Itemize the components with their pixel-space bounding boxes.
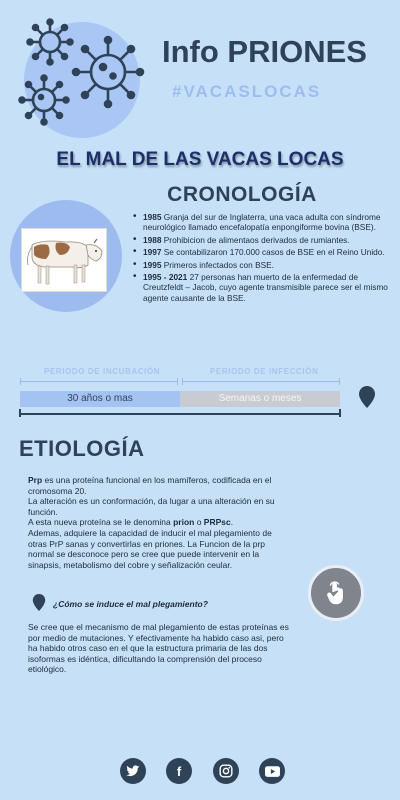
axis-tick bbox=[19, 409, 21, 417]
location-pin-icon bbox=[358, 385, 376, 409]
etiologia-title: ETIOLOGÍA bbox=[19, 436, 145, 461]
bracket-tick bbox=[182, 378, 183, 385]
infection-label: PERIODO DE INFECCIÓN bbox=[210, 367, 319, 376]
cronologia-list bbox=[130, 212, 398, 305]
timeline-item: • 1988 Prohibicion de alimentaos derivados de rumiantes. bbox=[130, 235, 398, 245]
timeline-item: • 1995 - 2021 27 personas han muerto de la enfermedad de Creutzfeldt – Jacob, cuyo agente transmisible parece ser el mismo agente causante de la BSE. bbox=[130, 272, 398, 303]
question-text: ¿Cómo se induce el mal plegamiento? bbox=[53, 599, 208, 609]
cronologia-title: CRONOLOGÍA bbox=[167, 183, 317, 206]
instagram-icon bbox=[219, 764, 233, 778]
timeline-axis bbox=[20, 413, 340, 415]
infection-segment: Semanas o meses bbox=[180, 391, 340, 407]
incubation-segment: 30 años o mas bbox=[20, 391, 180, 407]
instagram-button[interactable] bbox=[213, 758, 239, 784]
main-title: EL MAL DE LAS VACAS LOCAS bbox=[56, 149, 344, 170]
answer-text: Se cree que el mecanismo de mal plegamiento de estas proteínas es por medio de mutaciones. Y efectivamente ha habido caso asi, pero ha habido otros caso en el que la estructura primaria de las dos isoformas es idéntica, dificultando la comprensión del proceso etiológico. bbox=[28, 622, 289, 675]
facebook-icon: f bbox=[176, 763, 182, 779]
timeline-item: • 1985 Granja del sur de Inglaterra, una vaca adulta con síndrome neurológico llamado encefalopatía enpongiforme bovina (BSE). bbox=[130, 212, 398, 233]
touch-button[interactable] bbox=[308, 565, 364, 621]
hashtag: #VACASLOCAS bbox=[172, 82, 322, 101]
etiologia-text: Prp es una proteína funcional en los mamíferos, codificada en el cromosoma 20. La alteración es un conformación, da lugar a una alteración en su función. A esta nueva proteína se le denomina prion o PRPsc. Ademas, adquiere la capacidad de inducir el mal plegamiento de otras PrP sanas y convertirlas en priones. La Funcion de la prp normal se desconoce pero se cree que puede intervenir en la sinapsis, metabolismo del cobre y señalización ceular. bbox=[28, 475, 275, 570]
virus-icon bbox=[0, 0, 160, 140]
infection-bracket bbox=[182, 381, 340, 382]
timeline-item: • 1997 Se contabilizaron 170.000 casos de BSE en el Reino Unido. bbox=[130, 247, 398, 257]
incubation-label: PERIODO DE INCUBACIÓN bbox=[44, 367, 161, 376]
bracket-tick bbox=[177, 378, 178, 385]
youtube-icon bbox=[265, 766, 280, 777]
bracket-tick bbox=[20, 378, 21, 385]
facebook-button[interactable] bbox=[166, 758, 192, 784]
axis-tick bbox=[339, 409, 341, 417]
cow-icon bbox=[22, 229, 106, 291]
timeline-item: • 1995 Primeros infectados con BSE. bbox=[130, 260, 398, 270]
cow-image bbox=[21, 228, 107, 292]
tap-hand-icon bbox=[323, 580, 349, 606]
bracket-tick bbox=[339, 378, 340, 385]
twitter-icon bbox=[126, 765, 140, 777]
location-pin-icon bbox=[32, 593, 46, 612]
youtube-button[interactable] bbox=[259, 758, 285, 784]
page-title: Info PRIONES bbox=[162, 34, 367, 69]
twitter-button[interactable] bbox=[120, 758, 146, 784]
incubation-bracket bbox=[20, 381, 178, 382]
